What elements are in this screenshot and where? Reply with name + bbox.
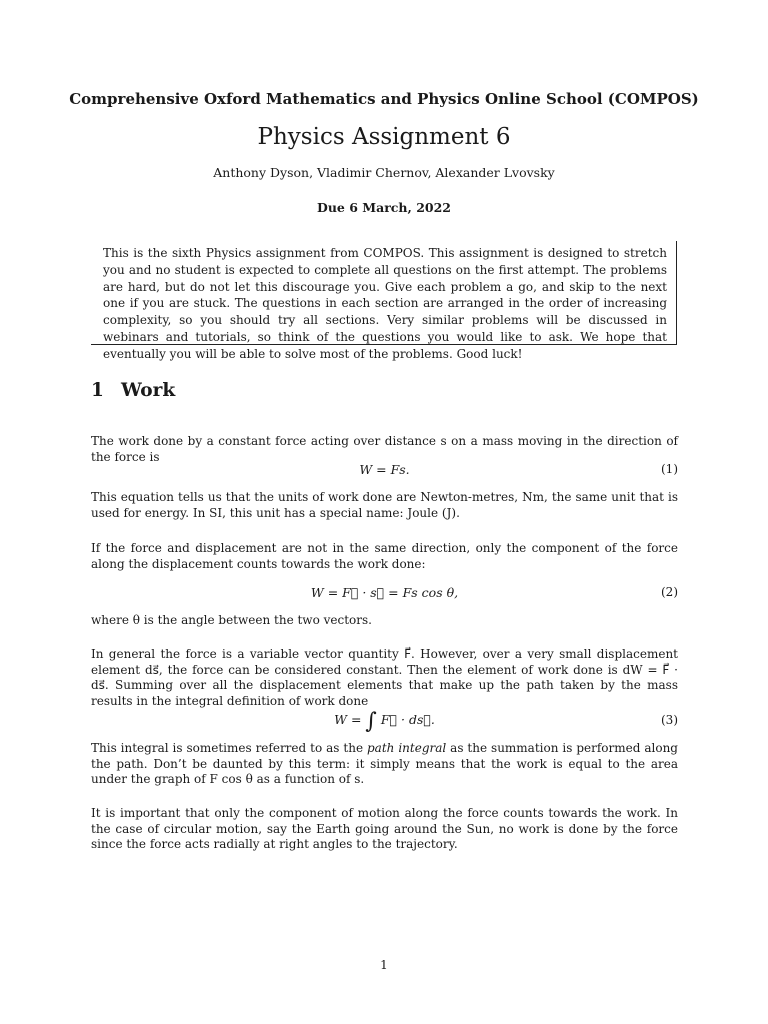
page-title: Physics Assignment 6: [257, 124, 511, 150]
equation-2-number: (2): [661, 585, 678, 599]
abstract-box: [91, 241, 677, 361]
equation-3-body: [91, 709, 678, 734]
paragraph-1: The work done by a constant force acting over distance s on a mass moving in the direction of the force is: [91, 434, 678, 464]
paragraph-2: This equation tells us that the units of work done are Newton-metres, Nm, the same unit that is used for energy. In SI, this unit has a special name: Joule (J).: [91, 490, 678, 520]
equation-3: [91, 709, 678, 733]
paragraph-6-start: This integral is sometimes referred to as the: [91, 741, 367, 755]
section-heading: [91, 380, 175, 401]
paragraph-6-end: as the summation is performed along the path. Don’t be daunted by this term: it simply means that the work is equal to the area under the graph of F cos θ as a function of s.: [91, 741, 678, 786]
equation-2-body: W = F⃗ · s⃗ = Fs cos θ,: [310, 585, 459, 600]
school-name: Comprehensive Oxford Mathematics and Physics Online School (COMPOS): [69, 90, 699, 108]
equation-3-number: (3): [661, 713, 678, 727]
paragraph-7: It is important that only the component of motion along the force counts towards the work. In the case of circular motion, say the Earth going around the Sun, no work is done by the force since the force acts radially at right angles to the trajectory.: [91, 806, 678, 851]
page-number: 1: [380, 958, 388, 972]
paragraph-6: [91, 741, 678, 788]
paragraph-4: where θ is the angle between the two vectors.: [91, 613, 372, 627]
integral-sign: ∫: [365, 709, 377, 734]
paragraph-5: In general the force is a variable vector quantity F⃗. However, over a very small displacement element ds⃗, the force can be considered constant. Then the element of work done is dW = F⃗ · ds⃗. Summing over all the displacement elements that make up the path taken by the mass results in the integral definition of work done: [91, 647, 678, 708]
section-number: 1: [91, 380, 104, 401]
paragraph-3: If the force and displacement are not in the same direction, only the component of the force along the displacement counts towards the work done:: [91, 541, 678, 571]
equation-1-body: W = Fs.: [359, 462, 410, 477]
equation-1: [91, 462, 678, 482]
equation-2: [91, 585, 678, 605]
equation-3-lhs: W =: [334, 712, 362, 727]
equation-1-number: (1): [661, 462, 678, 476]
equation-3-rhs: F⃗ · ds⃗.: [380, 712, 435, 727]
section-title: Work: [121, 380, 176, 401]
path-integral-term: path integral: [367, 741, 447, 755]
authors: Anthony Dyson, Vladimir Chernov, Alexander Lvovsky: [213, 165, 555, 180]
abstract-text: This is the sixth Physics assignment from COMPOS. This assignment is designed to stretch you and no student is expected to complete all questions on the first attempt. The problems are hard, but do not let this discourage you. Give each problem a go, and skip to the next one if you are stuck. The questions in each section are arranged in the order of increasing complexity, so you should try all sections. Very similar problems will be discussed in webinars and tutorials, so think of the questions you would like to ask. We hope that eventually you will be able to solve most of the problems. Good luck!: [103, 246, 667, 361]
due-date: Due 6 March, 2022: [317, 200, 451, 215]
